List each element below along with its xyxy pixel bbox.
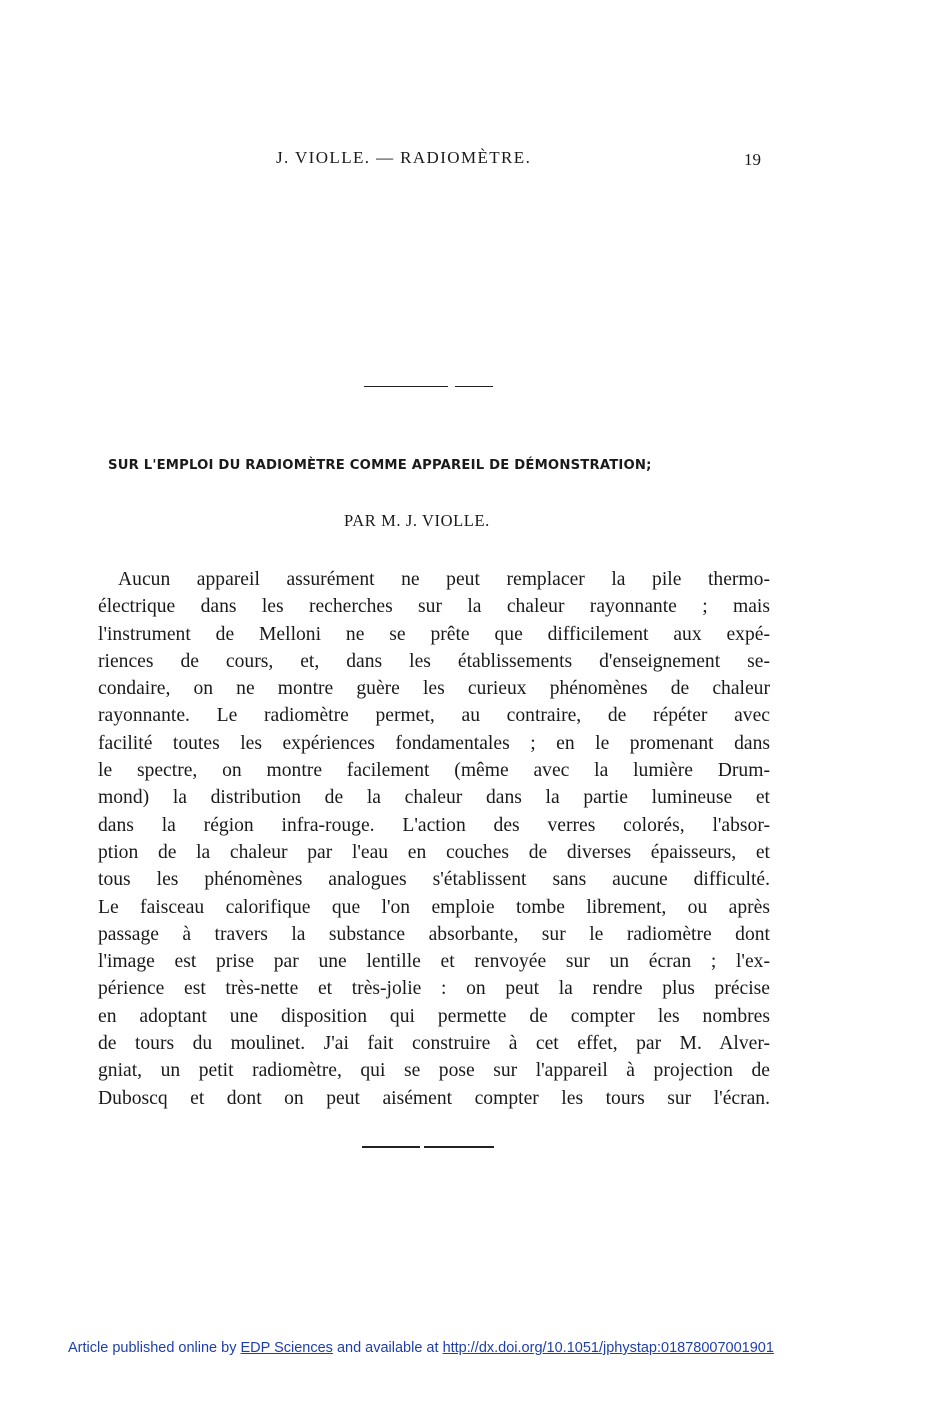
- separator-rule-top: [364, 386, 448, 387]
- running-head: [0, 148, 930, 172]
- running-title: J. VIOLLE. — RADIOMÈTRE.: [276, 148, 532, 167]
- body-line: rayonnante. Le radiomètre permet, au contraire, de répéter avec: [98, 705, 770, 727]
- page-number: 19: [744, 150, 761, 169]
- body-line: de tours du moulinet. J'ai fait construire à cet effet, par M. Alver-: [98, 1033, 770, 1055]
- publication-footer: [68, 1340, 774, 1356]
- body-line: tous les phénomènes analogues s'établissent sans aucune difficulté.: [98, 869, 770, 891]
- body-line: dans la région infra-rouge. L'action des verres colorés, l'absor-: [98, 814, 770, 836]
- separator-rule-bottom: [362, 1146, 420, 1148]
- edp-sciences-link[interactable]: EDP Sciences: [240, 1340, 333, 1356]
- byline: PAR M. J. VIOLLE.: [344, 511, 490, 530]
- body-line: ption de la chaleur par l'eau en couches de diverses épaisseurs, et: [98, 841, 770, 863]
- body-line: passage à travers la substance absorbante, sur le radiomètre dont: [98, 923, 770, 945]
- body-line: électrique dans les recherches sur la chaleur rayonnante ; mais: [98, 596, 770, 618]
- footer-prefix: Article published online by: [68, 1340, 241, 1356]
- body-line: mond) la distribution de la chaleur dans la partie lumineuse et: [98, 787, 770, 809]
- doi-link[interactable]: http://dx.doi.org/10.1051/jphystap:01878007001901: [442, 1340, 774, 1356]
- article-body: [98, 566, 770, 1112]
- body-line: l'image est prise par une lentille et renvoyée sur un écran ; l'ex-: [98, 951, 770, 973]
- body-line: Le faisceau calorifique que l'on emploie tombe librement, ou après: [98, 896, 770, 918]
- body-line: l'instrument de Melloni ne se prête que difficilement aux expé-: [98, 623, 770, 645]
- body-line: Duboscq et dont on peut aisément compter les tours sur l'écran.: [98, 1087, 770, 1109]
- article-title: SUR L'EMPLOI DU RADIOMÈTRE COMME APPAREIL DE DÉMONSTRATION;: [108, 458, 652, 473]
- body-line: périence est très-nette et très-jolie : on peut la rendre plus précise: [98, 978, 770, 1000]
- body-line: riences de cours, et, dans les établissements d'enseignement se-: [98, 650, 770, 672]
- body-line: condaire, on ne montre guère les curieux phénomènes de chaleur: [98, 678, 770, 700]
- body-line: en adoptant une disposition qui permette de compter les nombres: [98, 1005, 770, 1027]
- separator-rule-top-short: [455, 386, 493, 387]
- footer-middle: and available at: [332, 1340, 443, 1356]
- separator-rule-bottom-long: [424, 1146, 494, 1148]
- body-line: le spectre, on montre facilement (même avec la lumière Drum-: [98, 760, 770, 782]
- body-line: gniat, un petit radiomètre, qui se pose sur l'appareil à projection de: [98, 1060, 770, 1082]
- body-line: Aucun appareil assurément ne peut remplacer la pile thermo-: [118, 569, 770, 590]
- body-line: facilité toutes les expériences fondamentales ; en le promenant dans: [98, 732, 770, 754]
